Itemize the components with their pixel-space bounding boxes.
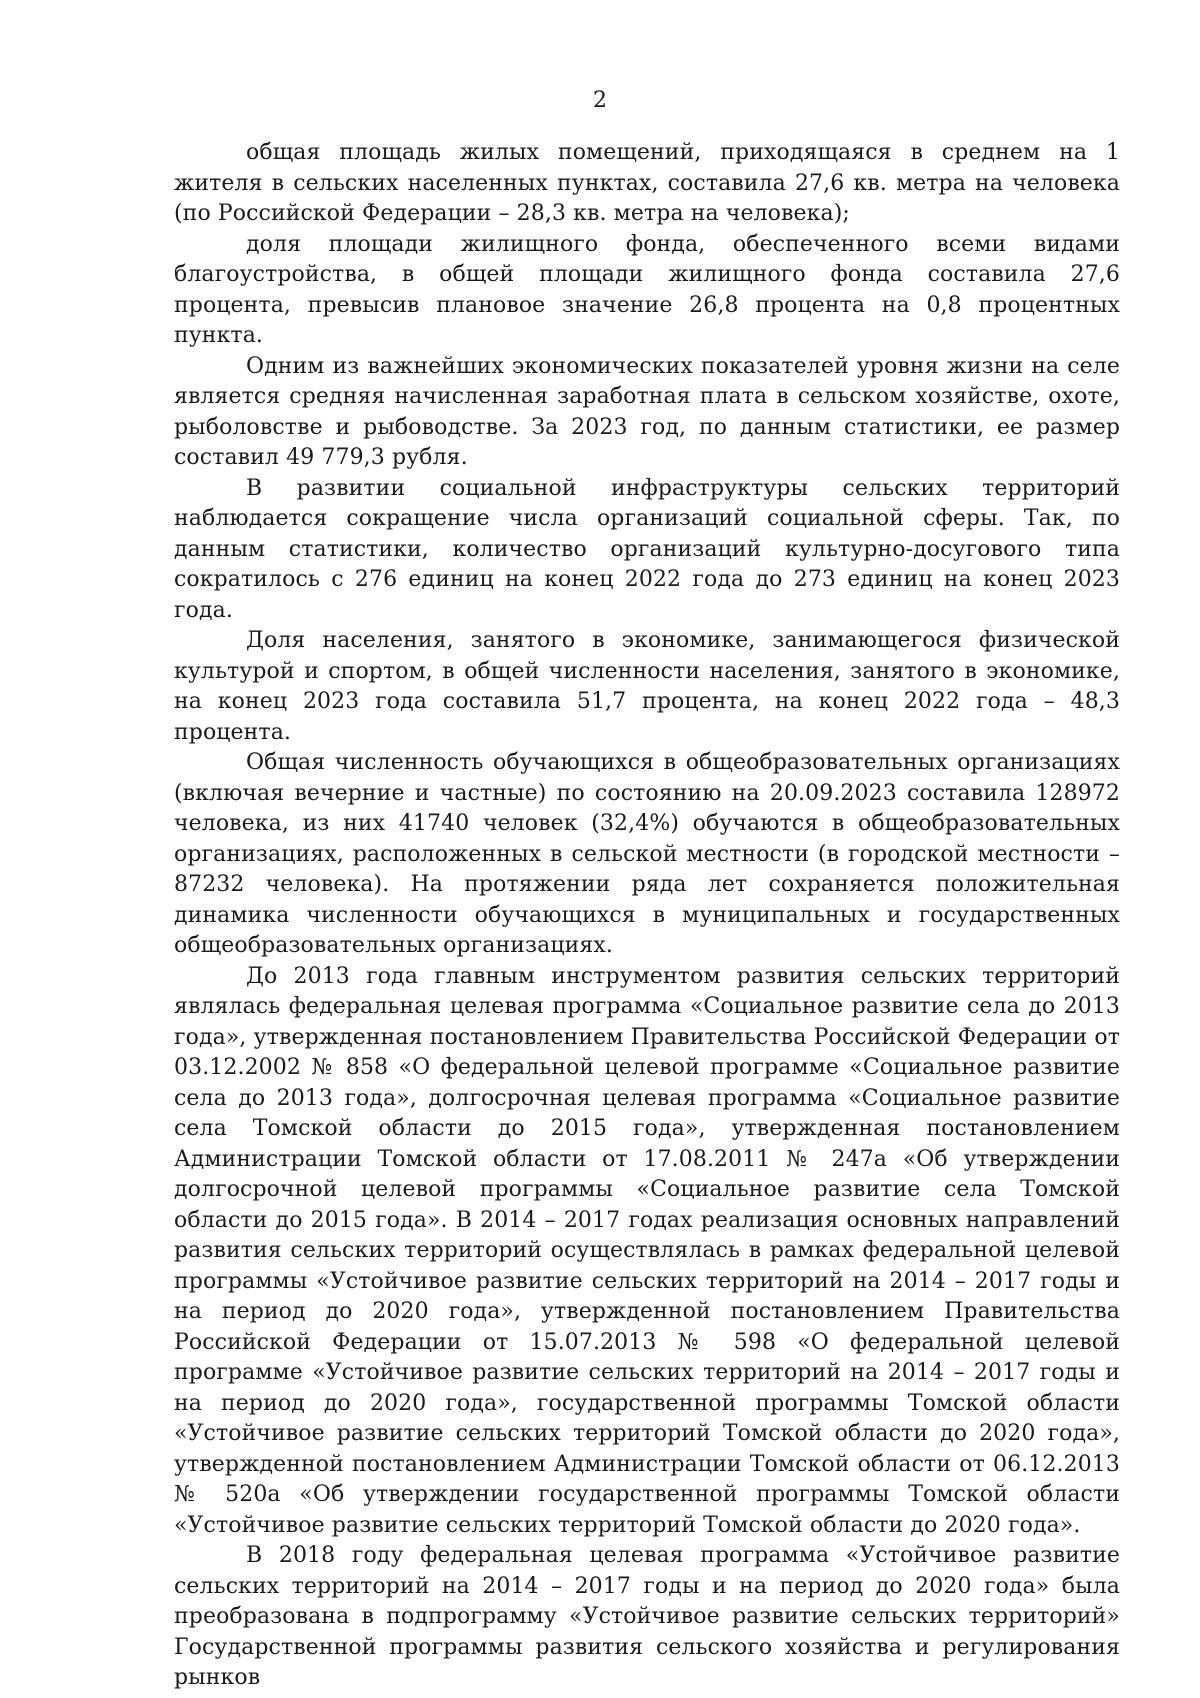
paragraph-housing-amenities: доля площади жилищного фонда, обеспеченного всеми видами благоустройства, в общей площади жилищного фонда составила 27,6 процента, превысив плановое значение 26,8 процента на 0,8 процентных пункта. bbox=[174, 231, 1120, 348]
document-body bbox=[174, 138, 1120, 1694]
paragraph-sports-share: Доля населения, занятого в экономике, занимающегося физической культурой и спортом, в общей численности населения, занятого в экономике, на конец 2023 года составила 51,7 процента, на конец 2022 года – 48,3 процента. bbox=[174, 628, 1120, 745]
page-number: 2 bbox=[593, 88, 607, 113]
paragraph-students: Общая численность обучающихся в общеобразовательных организациях (включая вечерние и частные) по состоянию на 20.09.2023 составила 128972 человека, из них 41740 человек (32,4%) обучаются в общеобразовательных организациях, расположенных в сельской местности (в городской местности – 87232 человека). На протяжении ряда лет сохраняется положительная динамика численности обучающихся в муниципальных и государственных общеобразовательных организациях. bbox=[174, 750, 1120, 958]
paragraph-2018-program: В 2018 году федеральная целевая программа «Устойчивое развитие сельских территорий на 2014 – 2017 годы и на период до 2020 года» была преобразована в подпрограмму «Устойчивое развитие сельских территорий» Государственной программы развития сельского хозяйства и регулирования рынков bbox=[174, 1543, 1120, 1690]
paragraph-programs-history: До 2013 года главным инструментом развития сельских территорий являлась федеральная целевая программа «Социальное развитие села до 2013 года», утвержденная постановлением Правительства Российской Федерации от 03.12.2002 № 858 «О федеральной целевой программе «Социальное развитие села до 2013 года», долгосрочная целевая программа «Социальное развитие села Томской области до 2015 года», утвержденная постановлением Администрации Томской области от 17.08.2011 № 247а «Об утверждении долгосрочной целевой программы «Социальное развитие села Томской области до 2015 года». В 2014 – 2017 годах реализация основных направлений развития сельских территорий осуществлялась в рамках федеральной целевой программы «Устойчивое развитие сельских территорий на 2014 – 2017 годы и на период до 2020 года», утвержденной постановлением Правительства Российской Федерации от 15.07.2013 № 598 «О федеральной целевой программе «Устойчивое развитие сельских территорий на 2014 – 2017 годы и на период до 2020 года», государственной программы Томской области «Устойчивое развитие сельских территорий Томской области до 2020 года», утвержденной постановлением Администрации Томской области от 06.12.2013 № 520а «Об утверждении государственной программы Томской области «Устойчивое развитие сельских территорий Томской области до 2020 года». bbox=[174, 963, 1120, 1538]
paragraph-living-area: общая площадь жилых помещений, приходящаяся в среднем на 1 жителя в сельских населенных пунктах, составила 27,6 кв. метра на человека (по Российской Федерации – 28,3 кв. метра на человека); bbox=[174, 140, 1120, 226]
paragraph-social-infrastructure: В развитии социальной инфраструктуры сельских территорий наблюдается сокращение числа организаций социальной сферы. Так, по данным статистики, количество организаций культурно-досугового типа сократилось с 276 единиц на конец 2022 года до 273 единиц на конец 2023 года. bbox=[174, 475, 1120, 623]
paragraph-average-wage: Одним из важнейших экономических показателей уровня жизни на селе является средняя начисленная заработная плата в сельском хозяйстве, охоте, рыболовстве и рыбоводстве. За 2023 год, по данным статистики, ее размер составил 49 779,3 рубля. bbox=[174, 353, 1120, 470]
